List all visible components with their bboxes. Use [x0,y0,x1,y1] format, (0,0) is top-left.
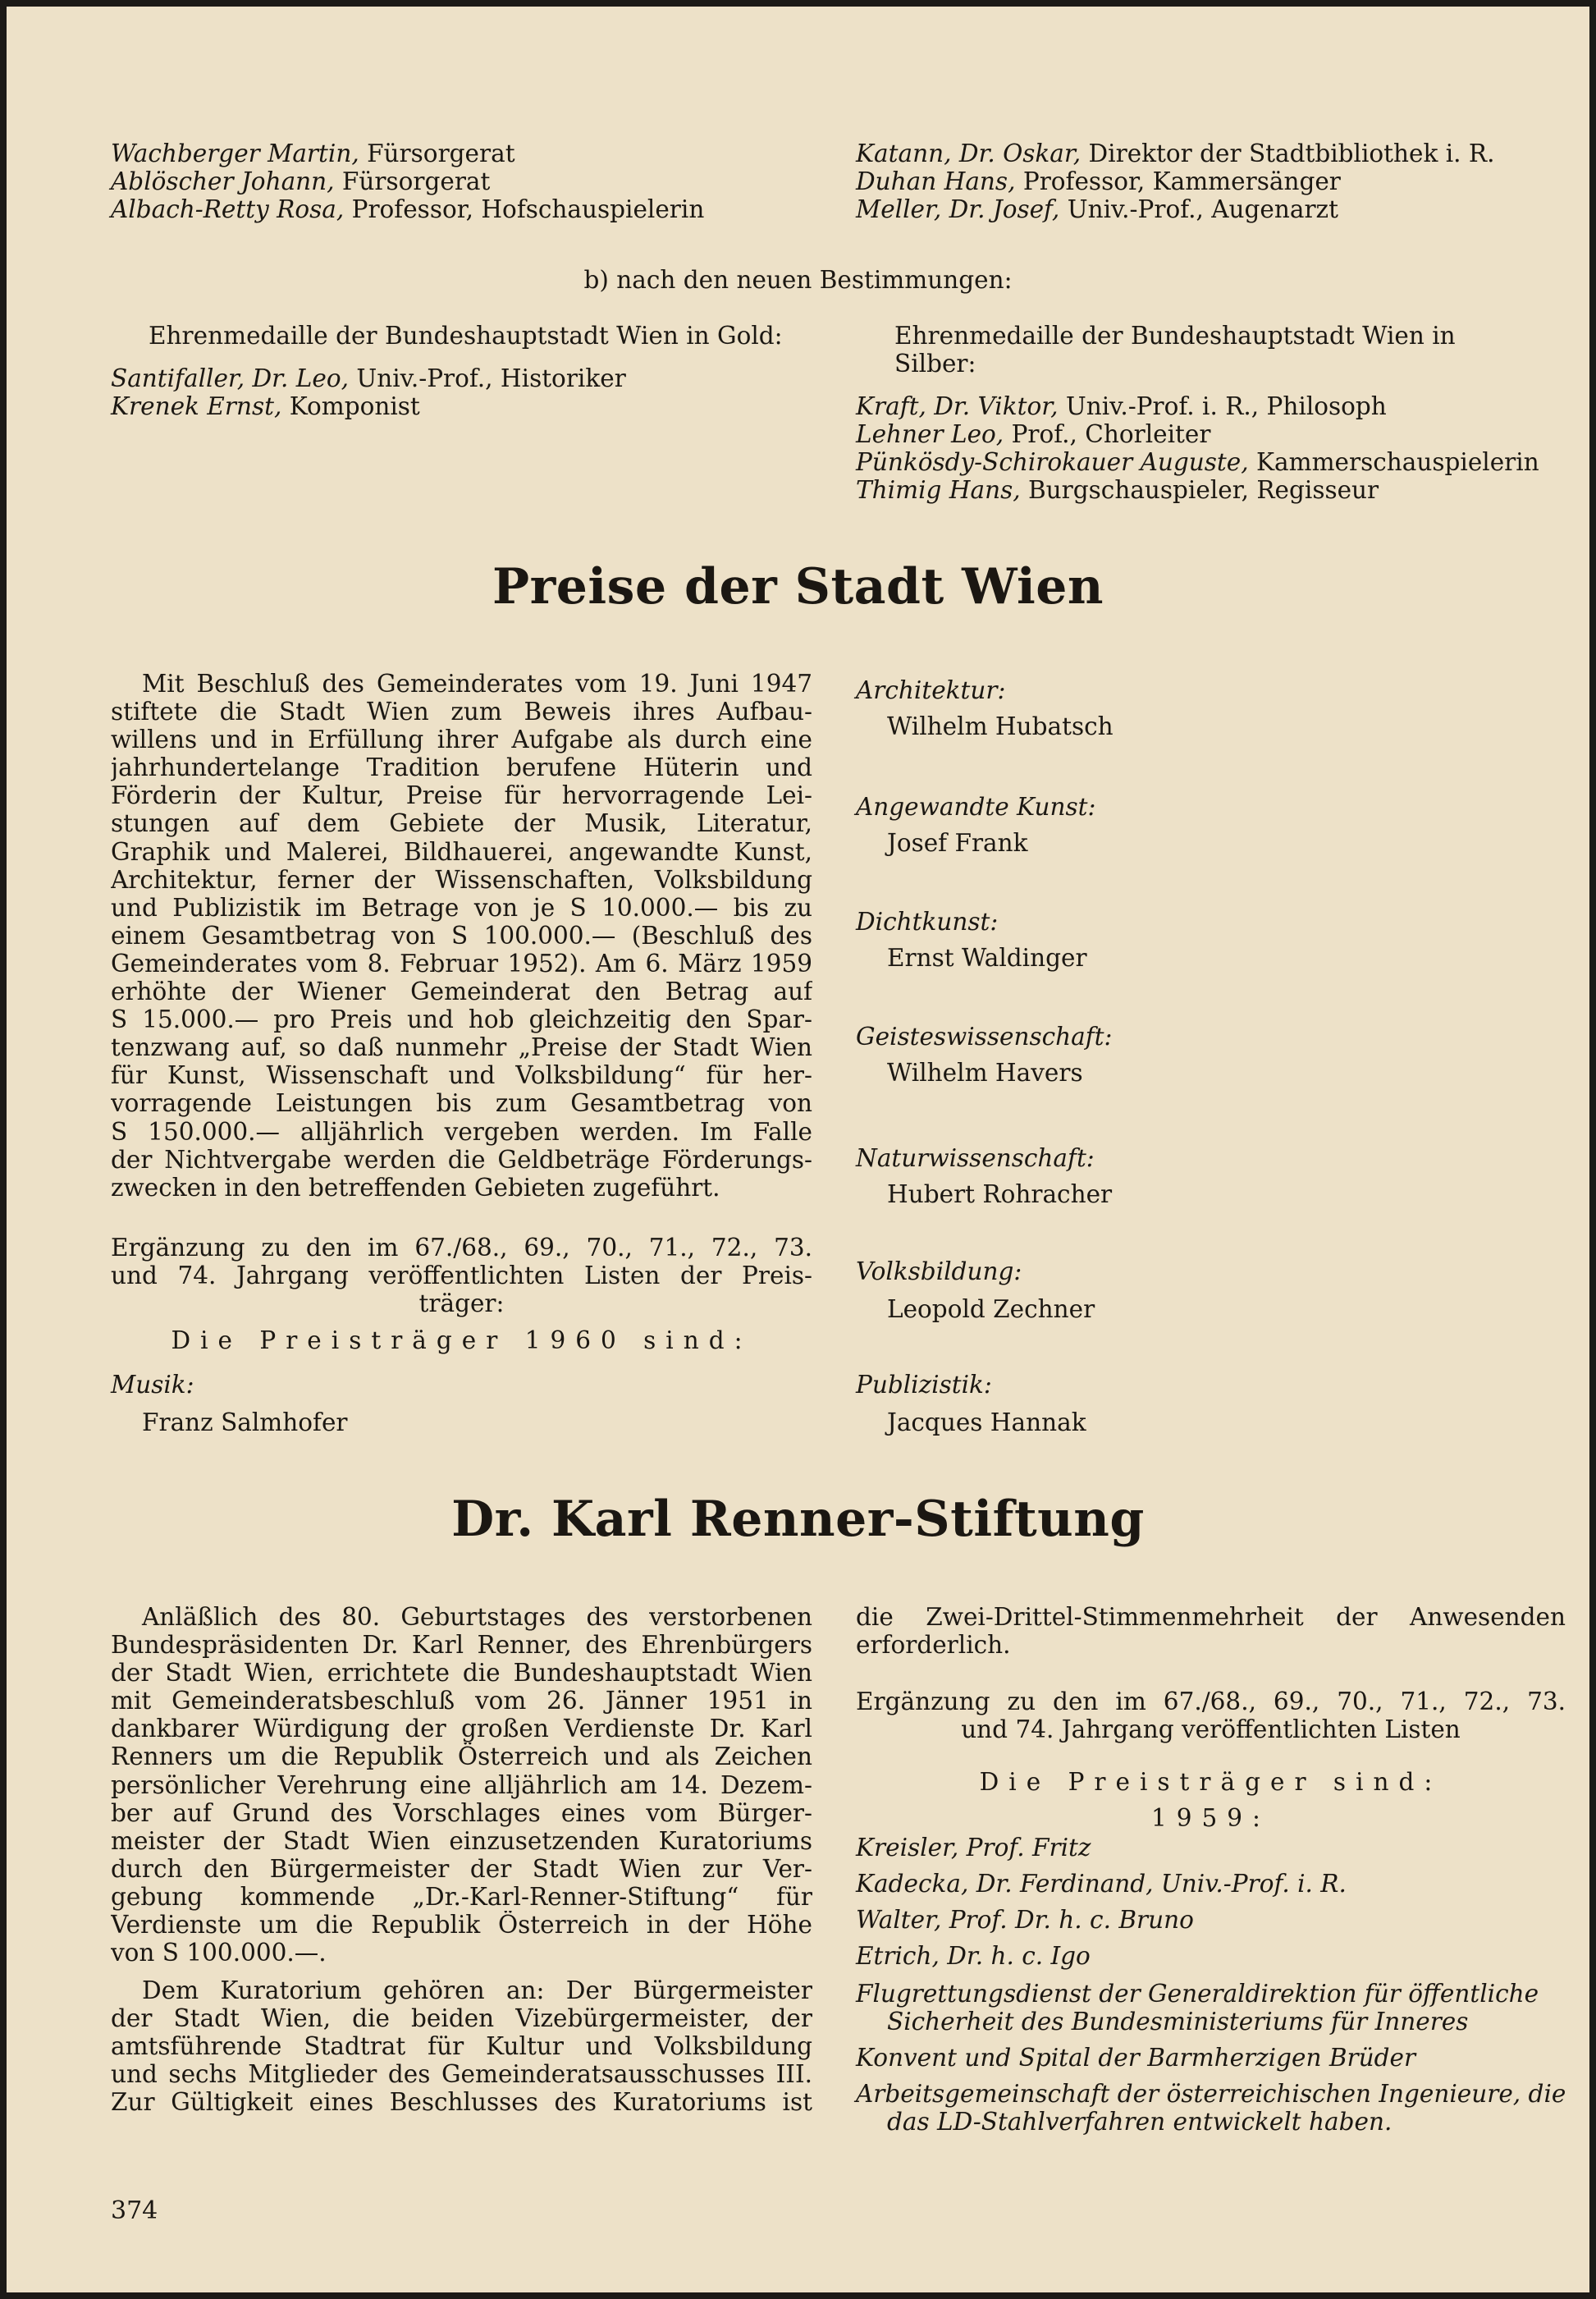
list-item: Thimig Hans, Burgschauspieler, Regisseur [856,476,1379,504]
category-winner: Jacques Hannak [887,1408,1086,1436]
text-line: jahrhundertelange Tradition berufene Hüterin und [111,753,812,782]
document-page [7,7,1589,2292]
text-line: und 74. Jahrgang veröffentlichten Listen [961,1715,1461,1744]
text-line: einem Gesamtbetrag von S 100.000.— (Beschluß des [111,921,812,950]
list-item: Etrich, Dr. h. c. Igo [856,1942,1091,1970]
category-winner: Josef Frank [887,829,1028,857]
renner-supplement [856,1688,1566,1743]
list-item: Flugrettungsdienst der Generaldirektion für öffentliche [856,1980,1539,2008]
list-item: Wachberger Martin, Fürsorgerat [111,140,515,167]
text-line: gebung kommende „Dr.-Karl-Renner-Stiftung“ für [111,1882,812,1911]
renner-paragraph-2 [111,1976,812,2116]
silver-title-line-2: Silber: [894,350,976,378]
category-winner: Hubert Rohracher [887,1180,1113,1208]
text-line: ber auf Grund des Vorschlages eines vom Bürger- [111,1798,812,1827]
preise-intro-paragraph [111,670,812,1202]
subheading-new-rules: b) nach den neuen Bestimmungen: [583,266,1013,294]
text-line: S 150.000.— alljährlich vergeben werden. Im Falle [111,1117,812,1146]
text-line: der Nichtvergabe werden die Geldbeträge Förderungs- [111,1145,812,1174]
text-line: willens und in Erfüllung ihrer Aufgabe als durch eine [111,726,812,754]
list-item: Katann, Dr. Oskar, Direktor der Stadtbibliothek i. R. [856,140,1495,167]
list-item: Konvent und Spital der Barmherzigen Brüder [856,2044,1416,2072]
list-item: Kadecka, Dr. Ferdinand, Univ.-Prof. i. R. [856,1870,1347,1898]
text-line: mit Gemeinderatsbeschluß vom 26. Jänner 1951 in [111,1687,812,1715]
renner-winners-heading: Die Preisträger sind: [979,1768,1443,1796]
text-line: S 15.000.— pro Preis und hob gleichzeitig den Spar- [111,1005,812,1034]
page-number: 374 [111,2196,158,2225]
list-item: Lehner Leo, Prof., Chorleiter [856,420,1211,448]
renner-year: 1959: [1150,1804,1270,1832]
list-item: Santifaller, Dr. Leo, Univ.-Prof., Historiker [111,364,626,392]
text-line: Förderin der Kultur, Preise für hervorragende Lei- [111,781,812,810]
list-item: Duhan Hans, Professor, Kammersänger [856,167,1341,195]
text-line: stiftete die Stadt Wien zum Beweis ihres Aufbau- [111,698,812,726]
text-line: erhöhte der Wiener Gemeinderat den Betrag auf [111,978,812,1006]
text-line: Verdienste um die Republik Österreich in der Höhe [111,1911,812,1939]
text-line: für Kunst, Wissenschaft und Volksbildung“ für her- [111,1061,812,1090]
list-item: Sicherheit des Bundesministeriums für Inneres [887,2008,1469,2036]
category-winner: Franz Salmhofer [142,1408,348,1436]
category-label: Naturwissenschaft: [856,1144,1095,1172]
text-line: Gemeinderates vom 8. Februar 1952). Am 6. März 1959 [111,949,812,978]
text-line: Ergänzung zu den im 67./68., 69., 70., 71., 72., 73. [111,1234,812,1262]
text-line: und 74. Jahrgang veröffentlichten Listen der Preis- [111,1262,812,1290]
list-item: Krenek Ernst, Komponist [111,392,420,420]
category-label: Angewandte Kunst: [856,793,1096,821]
gold-title: Ehrenmedaille der Bundeshauptstadt Wien in Gold: [149,322,783,350]
text-line: Dem Kuratorium gehören an: Der Bürgermeister [142,1976,812,2004]
category-winner: Wilhelm Havers [887,1059,1083,1087]
text-line: durch den Bürgermeister der Stadt Wien zur Ver- [111,1854,812,1883]
list-item: Pünkösdy-Schirokauer Auguste, Kammerschauspielerin [856,448,1539,476]
text-line: und sechs Mitglieder des Gemeinderatsausschusses III. [111,2060,812,2089]
silver-title-line-1: Ehrenmedaille der Bundeshauptstadt Wien in [894,322,1456,350]
text-line: zwecken in den betreffenden Gebieten zugeführt. [111,1173,720,1202]
renner-right-paragraph [856,1603,1566,1659]
heading-preise: Preise der Stadt Wien [492,558,1104,616]
text-line: von S 100.000.—. [111,1939,327,1967]
text-line: Ergänzung zu den im 67./68., 69., 70., 71., 72., 73. [856,1688,1566,1715]
category-label: Dichtkunst: [856,908,999,936]
preise-supplement [111,1234,812,1317]
text-line: die Zwei-Drittel-Stimmenmehrheit der Anwesenden [856,1603,1566,1631]
list-item: das LD-Stahlverfahren entwickelt haben. [887,2108,1392,2136]
text-line: meister der Stadt Wien einzusetzenden Kuratoriums [111,1826,812,1855]
category-label: Publizistik: [856,1371,992,1399]
text-line: Architektur, ferner der Wissenschaften, Volksbildung [111,865,812,894]
category-label: Musik: [111,1371,194,1399]
text-line: Mit Beschluß des Gemeinderates vom 19. Juni 1947 [142,670,812,698]
text-line: Bundespräsidenten Dr. Karl Renner, des Ehrenbürgers [111,1631,812,1660]
text-line: Graphik und Malerei, Bildhauerei, angewandte Kunst, [111,837,812,866]
list-item: Arbeitsgemeinschaft der österreichischen Ingenieure, die [856,2080,1566,2108]
category-label: Volksbildung: [856,1257,1022,1285]
list-item: Albach-Retty Rosa, Professor, Hofschauspielerin [111,195,705,223]
list-item: Meller, Dr. Josef, Univ.-Prof., Augenarzt [856,195,1338,223]
category-winner: Leopold Zechner [887,1295,1095,1323]
text-line: Anläßlich des 80. Geburtstages des verstorbenen [142,1603,812,1631]
category-winner: Wilhelm Hubatsch [887,712,1114,740]
category-label: Architektur: [856,676,1006,704]
text-line: vorragende Leistungen bis zum Gesamtbetrag von [111,1089,812,1118]
text-line: amtsführende Stadtrat für Kultur und Volksbildung [111,2032,812,2061]
text-line: tenzwang auf, so daß nunmehr „Preise der Stadt Wien [111,1033,812,1062]
text-line: träger: [418,1289,505,1318]
text-line: und Publizistik im Betrage von je S 10.000.— bis zu [111,893,812,922]
text-line: Renners um die Republik Österreich und als Zeichen [111,1743,812,1771]
renner-paragraph-1 [111,1603,812,1967]
text-line: der Stadt Wien, errichtete die Bundeshauptstadt Wien [111,1659,812,1688]
text-line: erforderlich. [856,1631,1011,1660]
list-item: Walter, Prof. Dr. h. c. Bruno [856,1906,1194,1934]
category-winner: Ernst Waldinger [887,944,1087,972]
preise-winners-heading: Die Preisträger 1960 sind: [171,1326,752,1354]
heading-renner: Dr. Karl Renner-Stiftung [451,1491,1145,1548]
text-line: Zur Gültigkeit eines Beschlusses des Kuratoriums ist [111,2088,812,2117]
list-item: Ablöscher Johann, Fürsorgerat [111,167,491,195]
text-line: der Stadt Wien, die beiden Vizebürgermeister, der [111,2004,812,2033]
text-line: persönlicher Verehrung eine alljährlich am 14. Dezem- [111,1770,812,1799]
text-line: dankbarer Würdigung der großen Verdienste Dr. Karl [111,1715,812,1743]
list-item: Kraft, Dr. Viktor, Univ.-Prof. i. R., Philosoph [856,392,1387,420]
text-line: stungen auf dem Gebiete der Musik, Literatur, [111,809,812,838]
list-item: Kreisler, Prof. Fritz [856,1834,1091,1862]
category-label: Geisteswissenschaft: [856,1023,1113,1051]
